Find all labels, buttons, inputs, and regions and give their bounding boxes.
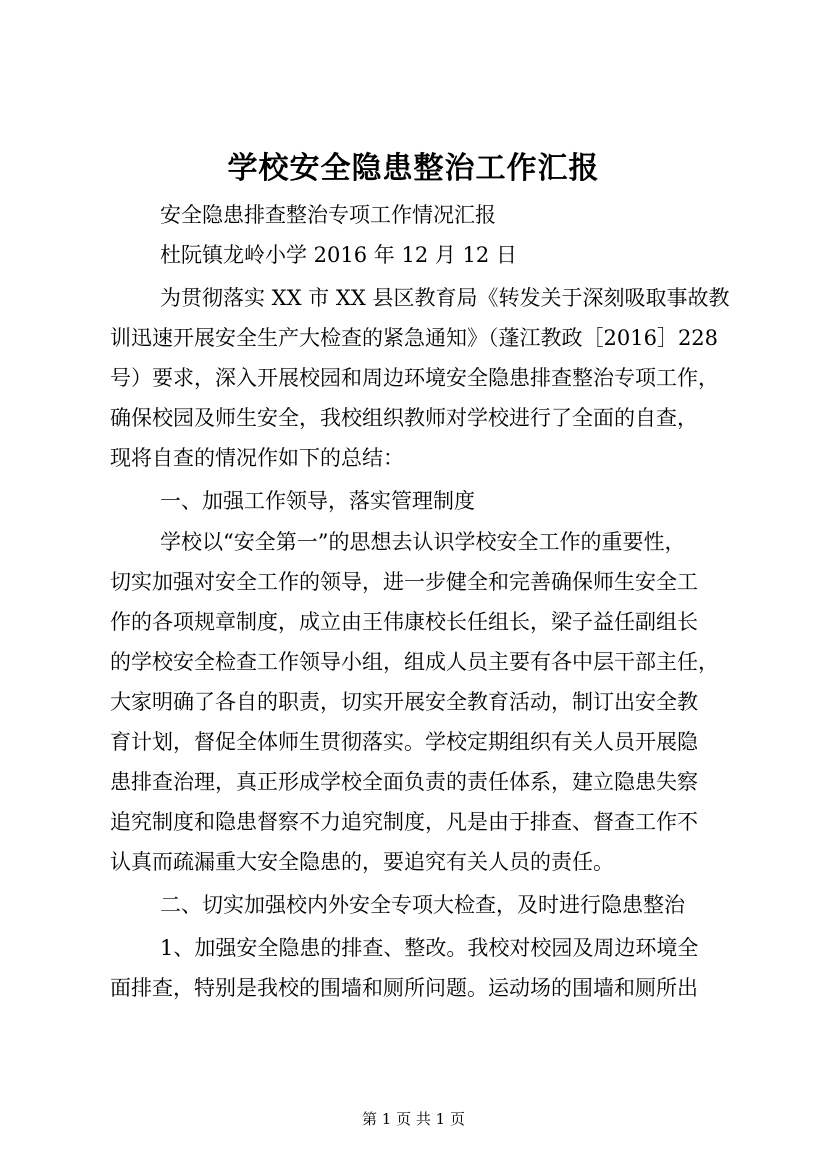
paragraph-line: 切实加强对安全工作的领导，进一步健全和完善确保师生安全工 bbox=[110, 570, 698, 594]
paragraph-line: 认真而疏漏重大安全隐患的，要追究有关人员的责任。 bbox=[110, 850, 614, 874]
paragraph-line: 的学校安全检查工作领导小组，组成人员主要有各中层干部主任， bbox=[110, 650, 719, 674]
subtitle-line: 安全隐患排查整治专项工作情况汇报 bbox=[160, 203, 496, 227]
paragraph-line: 患排查治理，真正形成学校全面负责的责任体系，建立隐患失察 bbox=[110, 770, 698, 794]
page-number-footer: 第 1 页 共 1 页 bbox=[362, 1110, 465, 1128]
paragraph-line: 号）要求，深入开展校园和周边环境安全隐患排查整治专项工作， bbox=[110, 366, 719, 390]
paragraph-line: 确保校园及师生安全，我校组织教师对学校进行了全面的自查， bbox=[110, 406, 698, 430]
paragraph-line: 大家明确了各自的职责，切实开展安全教育活动，制订出安全教 bbox=[110, 690, 698, 714]
paragraph-line: 育计划，督促全体师生贯彻落实。学校定期组织有关人员开展隐 bbox=[110, 730, 698, 754]
paragraph-line: 作的各项规章制度，成立由王伟康校长任组长，梁子益任副组长 bbox=[110, 610, 698, 634]
author-date-line: 杜阮镇龙岭小学 2016 年 12 月 12 日 bbox=[160, 243, 517, 267]
paragraph-line: 为贯彻落实 XX 市 XX 县区教育局《转发关于深刻吸取事故教 bbox=[160, 286, 730, 310]
paragraph-line: 现将自查的情况作如下的总结： bbox=[110, 446, 404, 470]
paragraph-line: 1、加强安全隐患的排查、整改。我校对校园及周边环境全 bbox=[160, 936, 699, 960]
section-heading: 二、切实加强校内外安全专项大检查，及时进行隐患整治 bbox=[160, 893, 685, 917]
document-title: 学校安全隐患整治工作汇报 bbox=[227, 151, 600, 186]
paragraph-line: 学校以“安全第一”的思想去认识学校安全工作的重要性， bbox=[160, 530, 686, 554]
paragraph-line: 面排查，特别是我校的围墙和厕所问题。运动场的围墙和厕所出 bbox=[110, 976, 698, 1000]
paragraph-line: 追究制度和隐患督察不力追究制度，凡是由于排查、督查工作不 bbox=[110, 810, 698, 834]
section-heading: 一、加强工作领导，落实管理制度 bbox=[160, 489, 475, 513]
paragraph-line: 训迅速开展安全生产大检查的紧急通知》（蓬江教政［2016］228 bbox=[110, 326, 719, 350]
